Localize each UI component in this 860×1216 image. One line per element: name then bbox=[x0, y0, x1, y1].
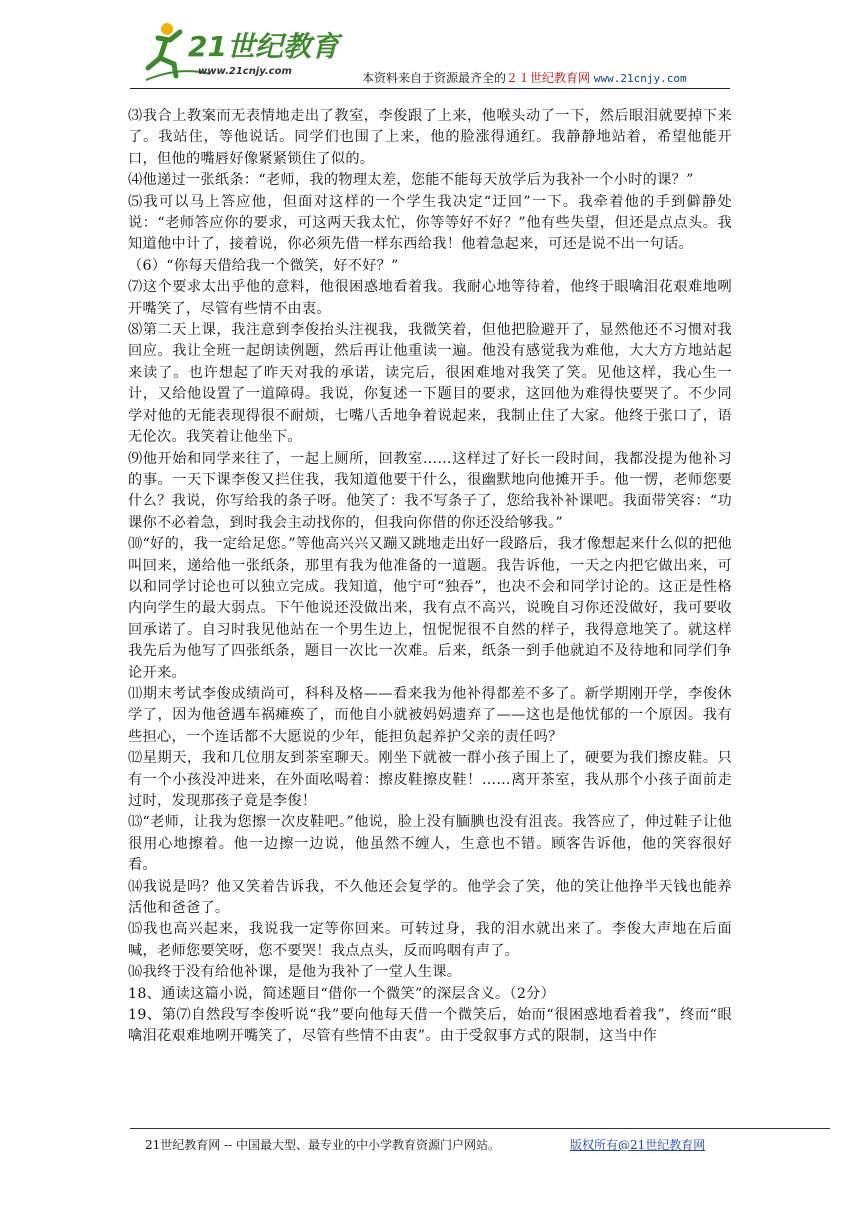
paragraph-3: ⑶我合上教案而无表情地走出了教室，李俊跟了上来，他喉头动了一下，然后眼泪就要掉下来了。我站住，等他说话。同学们也围了上来，他的脸涨得通红。我静静地站着，希望他能开口，但他的嘴唇好像紧紧锁住了似的。 bbox=[128, 108, 732, 167]
source-site-link[interactable]: ２１世纪教育网 bbox=[506, 71, 591, 85]
runner-logo-icon bbox=[140, 18, 350, 88]
paragraph-15: ⒂我也高兴起来，我说我一定等你回来。可转过身，我的泪水就出来了。李俊大声地在后面喊，老师您要笑呀，您不要哭！我点点头，反而呜咽有声了。 bbox=[128, 921, 732, 959]
question-19: 19、第⑺自然段写李俊听说“我”要向他每天借一个微笑后，始而“很困惑地看着我”，终而“眼噙泪花艰难地咧开嘴笑了，尽管有些情不由衷”。由于受叙事方式的限制，这当中作 bbox=[128, 1007, 732, 1045]
source-prefix: 本资料来自于资源最齐全的 bbox=[362, 71, 507, 85]
paragraph-5: ⑸我可以马上答应他，但面对这样的一个学生我决定“迂回”一下。我牵着他的手到僻静处说：“老师答应你的要求，可这两天我太忙，你等等好不好？”他有些失望，但还是点点头。我知道他中计了，接着说，你必须先借一样东西给我！他着急起来，可还是说不出一句话。 bbox=[128, 193, 732, 253]
paragraph-7: ⑺这个要求太出乎他的意料，他很困惑地看着我。我耐心地等待着，他终于眼噙泪花艰难地咧开嘴笑了，尽管有些情不由衷。 bbox=[128, 279, 732, 317]
article-body bbox=[128, 106, 732, 1048]
footer-divider bbox=[130, 1128, 830, 1129]
paragraph-10: ⑽“好的，我一定给足您。”等他高兴兴又蹦又跳地走出好一段路后，我才像想起来什么似的把他叫回来，递给他一张纸条，那里有我为他准备的一道题。我告诉他，一天之内把它做出来，可以和同学讨论也可以独立完成。我知道，他宁可“独吞”，也决不会和同学讨论的。这正是性格内向学生的最大弱点。下午他说还没做出来，我有点不高兴，说晚自习你还没做好，我可要收回承诺了。自习时我见他站在一个男生边上，忸怩怩很不自然的样子，我得意地笑了。就这样我先后为他写了四张纸条，题目一次比一次难。后来，纸条一到手他就迫不及待地和同学们争论开来。 bbox=[128, 536, 732, 681]
paragraph-13: ⒀“老师，让我为您擦一次皮鞋吧。”他说，脸上没有腼腆也没有沮丧。我答应了，伸过鞋子让他很用心地擦着。他一边擦一边说，他虽然不缠人，生意也不错。顾客告诉他，他的笑容很好看。 bbox=[128, 814, 732, 874]
paragraph-11: ⑾期末考试李俊成绩尚可，科科及格——看来我为他补得都差不多了。新学期刚开学，李俊休学了，因为他爸遇车祸瘫痪了，而他自小就被妈妈遗弃了——这也是他忧郁的一个原因。我有些担心，一个连话都不大愿说的少年，能担负起养护父亲的责任吗？ bbox=[128, 685, 732, 745]
site-logo[interactable] bbox=[140, 18, 350, 88]
paragraph-16: ⒃我终于没有给他补课，是他为我补了一堂人生课。 bbox=[128, 964, 462, 981]
page-footer bbox=[145, 1136, 706, 1153]
logo-title: 21世纪教育 bbox=[188, 30, 339, 63]
paragraph-4: ⑷他递过一张纸条：“老师，我的物理太差，您能不能每天放学后为我补一个小时的课？” bbox=[128, 172, 694, 189]
paragraph-6: （6）“你每天借给我一个微笑，好不好？” bbox=[128, 257, 399, 274]
paragraph-14: ⒁我说是吗？他又笑着告诉我，不久他还会复学的。他学会了笑，他的笑让他挣半天钱也能养活他和爸爸了。 bbox=[128, 878, 732, 917]
paragraph-12: ⑿星期天，我和几位朋友到茶室聊天。刚坐下就被一群小孩子围上了，硬要为我们擦皮鞋。只有一个小孩没冲进来，在外面吆喝着：擦皮鞋擦皮鞋！……离开茶室，我从那个小孩子面前走过时，发现那孩子竟是李俊！ bbox=[128, 750, 732, 809]
copyright-link[interactable]: 版权所有@21世纪教育网 bbox=[570, 1138, 706, 1152]
footer-text: 21世纪教育网 -- 中国最大型、最专业的中小学教育资源门户网站。 bbox=[145, 1138, 501, 1152]
paragraph-8: ⑻第二天上课，我注意到李俊抬头注视我，我微笑着，但他把脸避开了，显然他还不习惯对我回应。我让全班一起朗读例题，然后再让他重读一遍。他没有感觉我为难他，大大方方地站起来读了。也许想起了昨天对我的承诺，读完后，很困难地对我笑了笑。见他这样，我心生一计，又给他设置了一道障碍。我说，你复述一下题目的要求，这回他为难得快要哭了。不少同学对他的无能表现得很不耐烦，七嘴八舌地争着说起来，我制止住了大家。他终于张口了，语无伦次。我笑着让他坐下。 bbox=[128, 322, 732, 446]
question-18: 18、通读这篇小说，简述题目“借你一个微笑”的深层含义。（2分） bbox=[128, 985, 556, 1002]
header-source-line bbox=[362, 69, 687, 86]
page-header bbox=[0, 0, 860, 96]
source-url-link[interactable]: www.21cnjy.com bbox=[593, 72, 687, 85]
header-divider bbox=[130, 88, 730, 89]
paragraph-9: ⑼他开始和同学来往了，一起上厕所，回教室……这样过了好长一段时间，我都没提为他补习的事。一天下课李俊又拦住我，我知道他要干什么，很幽默地向他摊开手。他一愣，老师您要什么？我说，你写给我的条子呀。他笑了：我不写条子了，您给我补补课吧。我面带笑容：“功课你不必着急，到时我会主动找你的，但我向你借的你还没给够我。” bbox=[128, 450, 732, 531]
logo-url: www.21cnjy.com bbox=[198, 66, 292, 77]
